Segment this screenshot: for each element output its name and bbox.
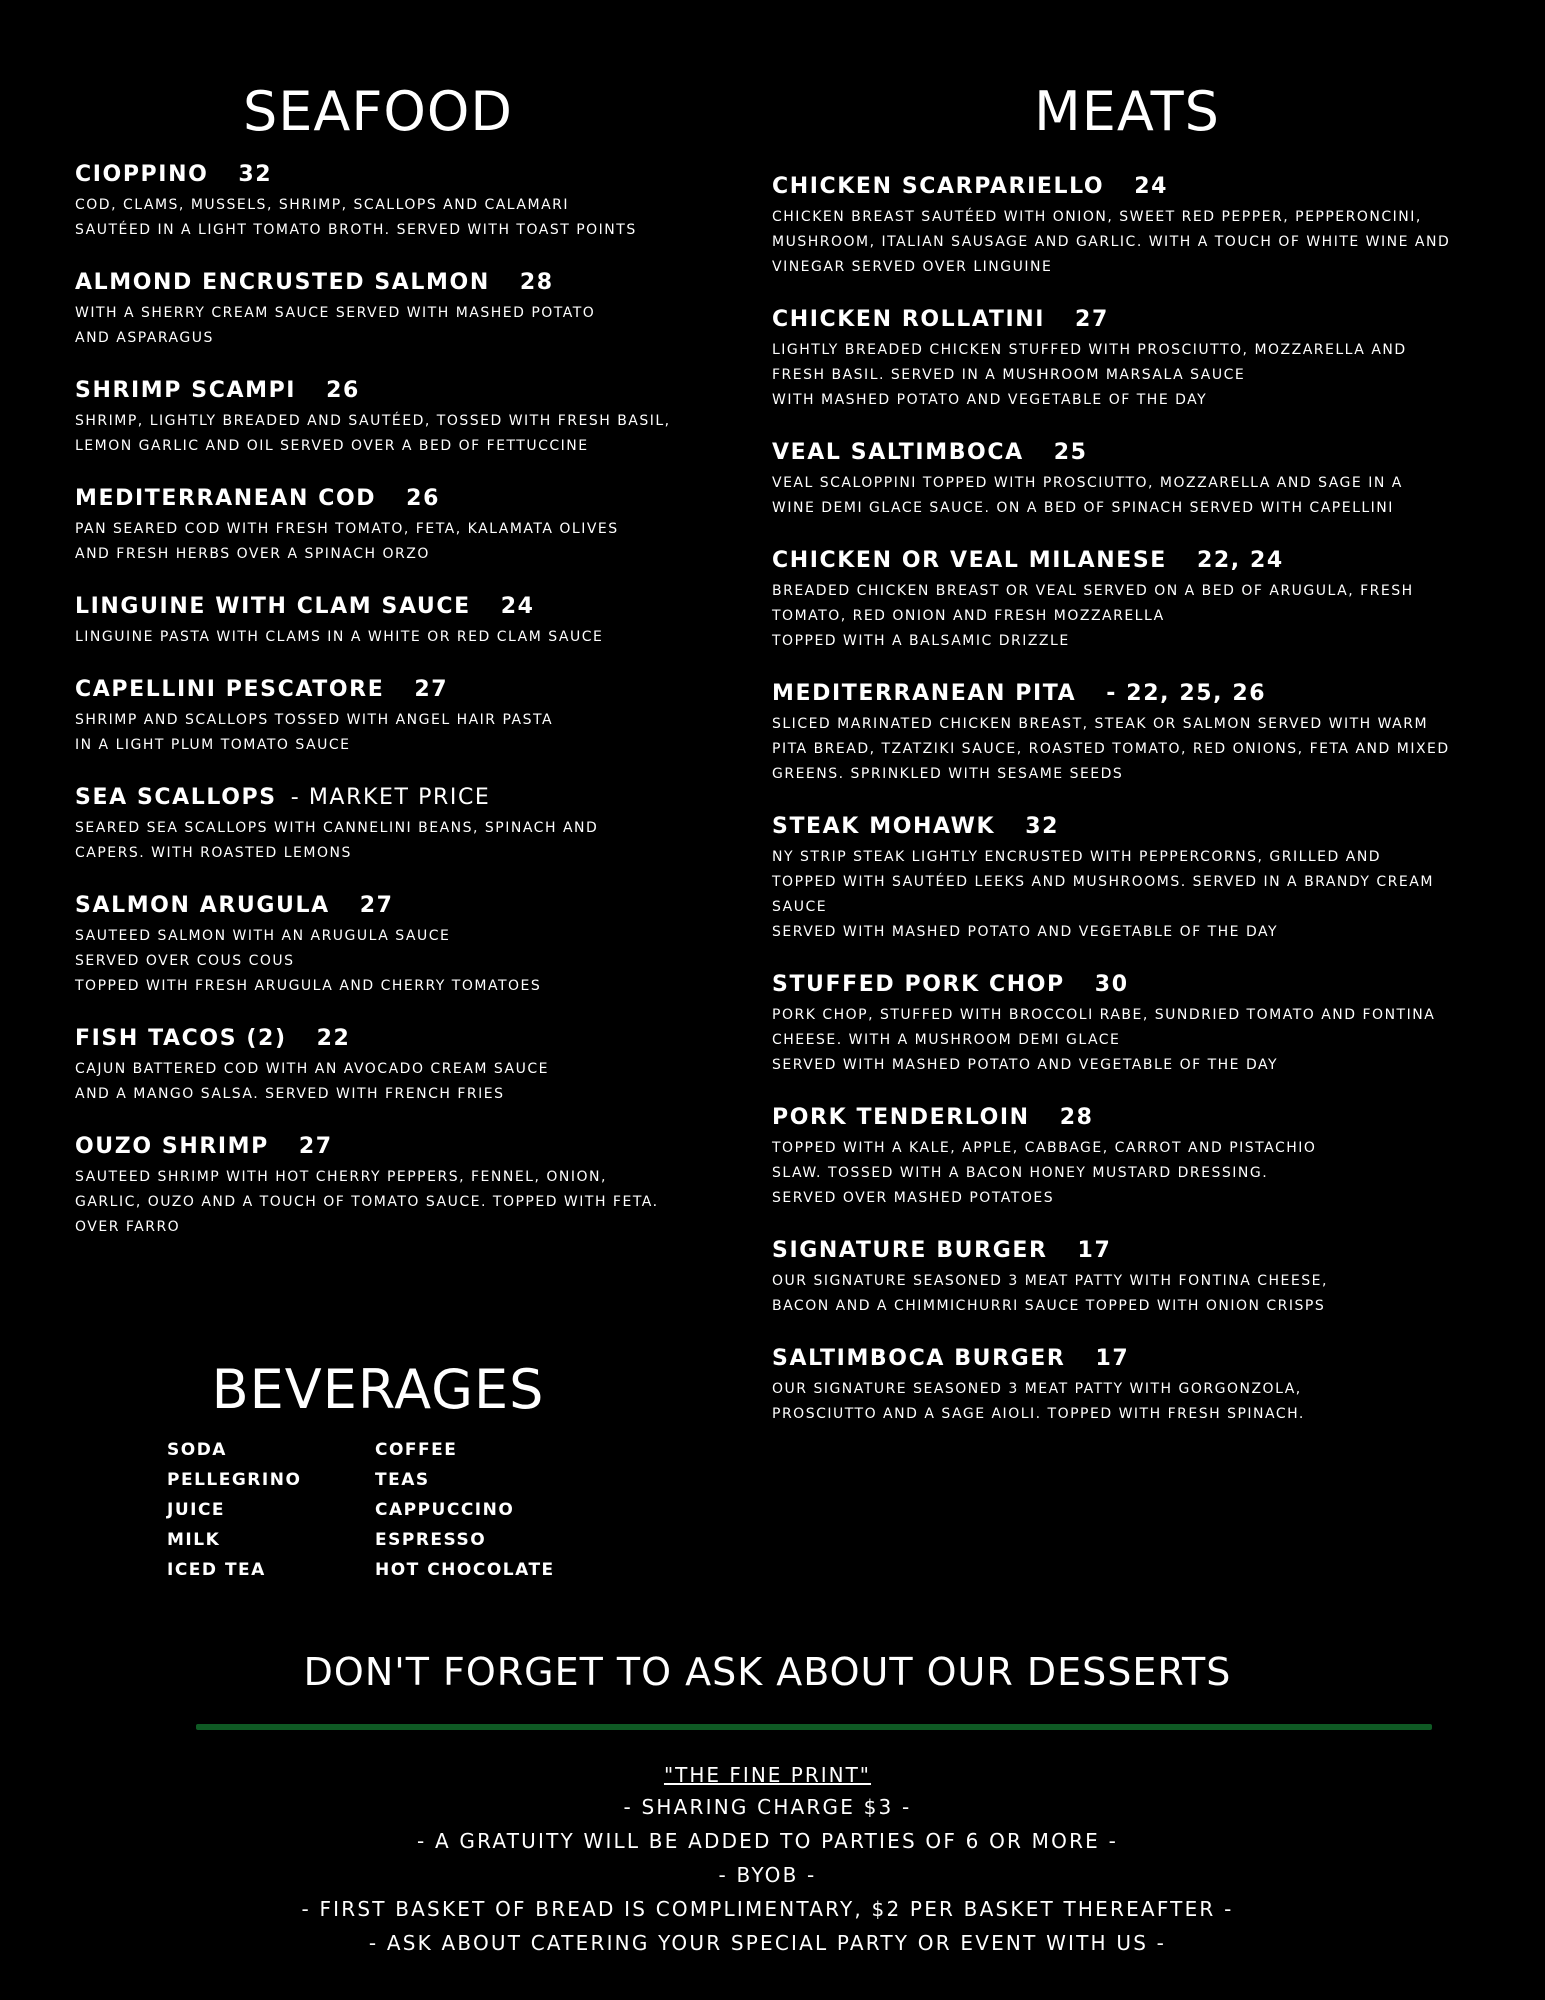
beverage-item: HOT CHOCOLATE <box>375 1560 555 1580</box>
menu-item <box>772 439 1492 521</box>
beverages-list-left <box>167 1435 301 1585</box>
menu-item <box>772 1237 1492 1319</box>
menu-item-name: OUZO SHRIMP <box>75 1134 269 1159</box>
menu-item-name: LINGUINE WITH CLAM SAUCE <box>75 594 471 619</box>
menu-item-description-line: SLAW. TOSSED WITH A BACON HONEY MUSTARD DRESSING. <box>772 1165 1269 1181</box>
beverage-item: PELLEGRINO <box>167 1470 302 1490</box>
menu-item-price: 25 <box>1053 440 1088 465</box>
menu-item-description-line: AND FRESH HERBS OVER A SPINACH ORZO <box>75 546 430 562</box>
menu-item-description-line: VINEGAR SERVED OVER LINGUINE <box>772 259 1053 275</box>
menu-item-description <box>75 924 715 999</box>
menu-item-description-line: MUSHROOM, ITALIAN SAUSAGE AND GARLIC. WITH A TOUCH OF WHITE WINE AND <box>772 234 1451 250</box>
menu-item-name: CHICKEN ROLLATINI <box>772 307 1046 332</box>
menu-item-header <box>772 306 1492 334</box>
menu-item-description <box>772 471 1492 521</box>
beverages-list-right <box>375 1435 555 1585</box>
fine-print-lines <box>0 1790 1535 1960</box>
menu-item-description-line: TOPPED WITH A KALE, APPLE, CABBAGE, CARROT AND PISTACHIO <box>772 1140 1317 1156</box>
menu-item-description-line: SERVED WITH MASHED POTATO AND VEGETABLE OF THE DAY <box>772 924 1279 940</box>
menu-item-description <box>772 845 1492 945</box>
menu-item-header <box>772 1237 1492 1265</box>
menu-item <box>75 1133 715 1240</box>
menu-item-description-line: SHRIMP AND SCALLOPS TOSSED WITH ANGEL HAIR PASTA <box>75 712 554 728</box>
menu-item-description-line: NY STRIP STEAK LIGHTLY ENCRUSTED WITH PEPPERCORNS, GRILLED AND <box>772 849 1382 865</box>
menu-item-description <box>75 1057 715 1107</box>
menu-item <box>772 971 1492 1078</box>
beverage-item: SODA <box>167 1440 227 1460</box>
menu-item <box>75 485 715 567</box>
menu-item-header <box>75 1133 715 1161</box>
menu-item-header <box>75 892 715 920</box>
menu-item-header <box>75 784 715 812</box>
menu-item-name: STUFFED PORK CHOP <box>772 972 1065 997</box>
menu-item-price: 17 <box>1095 1346 1130 1371</box>
menu-item-price: 27 <box>1075 307 1109 332</box>
menu-item-header <box>772 173 1492 201</box>
beverages-section <box>75 1358 681 1595</box>
menu-item-description-line: PORK CHOP, STUFFED WITH BROCCOLI RABE, SUNDRIED TOMATO AND FONTINA <box>772 1007 1436 1023</box>
menu-item-name: MEDITERRANEAN PITA <box>772 681 1077 706</box>
menu-item-price: 28 <box>1059 1105 1094 1130</box>
menu-item-header <box>75 593 715 621</box>
menu-item-description-line: SLICED MARINATED CHICKEN BREAST, STEAK OR SALMON SERVED WITH WARM <box>772 716 1429 732</box>
menu-item-name: PORK TENDERLOIN <box>772 1105 1030 1130</box>
menu-item-description <box>772 338 1492 413</box>
desserts-banner: DON'T FORGET TO ASK ABOUT OUR DESSERTS <box>303 1650 1232 1694</box>
menu-item <box>772 680 1492 787</box>
menu-item-price: 27 <box>359 893 394 918</box>
seafood-title: SEAFOOD <box>243 80 513 143</box>
menu-item-description <box>772 712 1492 787</box>
menu-item-name: SEA SCALLOPS <box>75 785 277 810</box>
menu-item-description <box>75 409 715 459</box>
menu-item-name: STEAK MOHAWK <box>772 814 996 839</box>
menu-item-price: 26 <box>326 378 360 403</box>
menu-item <box>772 1104 1492 1211</box>
menu-item-header <box>772 1345 1492 1373</box>
menu-item-description-line: SERVED OVER COUS COUS <box>75 953 295 969</box>
menu-item <box>772 173 1492 280</box>
menu-item-header <box>75 485 715 513</box>
menu-item-description-line: SAUTEED SHRIMP WITH HOT CHERRY PEPPERS, FENNEL, ONION, <box>75 1169 607 1185</box>
menu-item-description-line: LEMON GARLIC AND OIL SERVED OVER A BED OF FETTUCCINE <box>75 438 589 454</box>
meats-section <box>772 80 1492 1453</box>
menu-item-name: SIGNATURE BURGER <box>772 1238 1048 1263</box>
menu-item-description-line: SAUTEED SALMON WITH AN ARUGULA SAUCE <box>75 928 451 944</box>
menu-item-description-line: SERVED WITH MASHED POTATO AND VEGETABLE OF THE DAY <box>772 1057 1279 1073</box>
menu-item-description-line: SAUTÉED IN A LIGHT TOMATO BROTH. SERVED WITH TOAST POINTS <box>75 222 637 238</box>
menu-item-name: FISH TACOS (2) <box>75 1026 287 1051</box>
fine-print-line: - ASK ABOUT CATERING YOUR SPECIAL PARTY OR EVENT WITH US - <box>368 1931 1167 1955</box>
beverage-item: TEAS <box>375 1470 430 1490</box>
menu-item-description <box>772 1377 1492 1427</box>
menu-item-description-line: GREENS. SPRINKLED WITH SESAME SEEDS <box>772 766 1124 782</box>
menu-item-description <box>75 517 715 567</box>
menu-item-description-line: SEARED SEA SCALLOPS WITH CANNELINI BEANS, SPINACH AND <box>75 820 599 836</box>
menu-item-description <box>75 816 715 866</box>
beverage-item: ESPRESSO <box>375 1530 487 1550</box>
menu-item-description-line: IN A LIGHT PLUM TOMATO SAUCE <box>75 737 351 753</box>
menu-item-header <box>75 161 715 189</box>
menu-item <box>75 1025 715 1107</box>
menu-item <box>772 547 1492 654</box>
menu-item-description-line: WITH A SHERRY CREAM SAUCE SERVED WITH MASHED POTATO <box>75 305 596 321</box>
menu-item-description-line: COD, CLAMS, MUSSELS, SHRIMP, SCALLOPS AND CALAMARI <box>75 197 570 213</box>
fine-print-line: - BYOB - <box>718 1863 817 1887</box>
menu-item-description-line: LINGUINE PASTA WITH CLAMS IN A WHITE OR RED CLAM SAUCE <box>75 629 604 645</box>
menu-item-description-line: OUR SIGNATURE SEASONED 3 MEAT PATTY WITH GORGONZOLA, <box>772 1381 1302 1397</box>
menu-item <box>75 161 715 243</box>
menu-item-header <box>75 1025 715 1053</box>
menu-item-description-line: BREADED CHICKEN BREAST OR VEAL SERVED ON A BED OF ARUGULA, FRESH <box>772 583 1414 599</box>
menu-item-description-line: TOMATO, RED ONION AND FRESH MOZZARELLA <box>772 608 1165 624</box>
menu-item-description-line: CAPERS. WITH ROASTED LEMONS <box>75 845 352 861</box>
menu-item <box>772 813 1492 945</box>
menu-item-price: 32 <box>238 162 273 187</box>
menu-item-price: 30 <box>1094 972 1129 997</box>
menu-item-description-line: SERVED OVER MASHED POTATOES <box>772 1190 1055 1206</box>
menu-item-description <box>772 205 1492 280</box>
menu-item-description-line: LIGHTLY BREADED CHICKEN STUFFED WITH PROSCIUTTO, MOZZARELLA AND <box>772 342 1407 358</box>
menu-item-header <box>772 971 1492 999</box>
menu-item-name: CHICKEN OR VEAL MILANESE <box>772 548 1167 573</box>
menu-item-description-line: TOPPED WITH FRESH ARUGULA AND CHERRY TOMATOES <box>75 978 542 994</box>
menu-item-name: ALMOND ENCRUSTED SALMON <box>75 270 490 295</box>
seafood-section <box>75 80 715 1266</box>
menu-item <box>772 306 1492 413</box>
menu-item <box>75 676 715 758</box>
menu-item-description-line: CHICKEN BREAST SAUTÉED WITH ONION, SWEET RED PEPPER, PEPPERONCINI, <box>772 209 1422 225</box>
menu-item-price: 32 <box>1025 814 1060 839</box>
menu-item-price: 22, 24 <box>1196 548 1284 573</box>
menu-item-header <box>772 547 1492 575</box>
menu-item-price: 22 <box>316 1026 351 1051</box>
menu-item-description <box>772 1269 1492 1319</box>
menu-item-name: CIOPPINO <box>75 162 209 187</box>
menu-item-price: 27 <box>414 677 449 702</box>
menu-item-description <box>772 1003 1492 1078</box>
fine-print-title: "THE FINE PRINT" <box>663 1763 872 1787</box>
menu-item <box>75 784 715 866</box>
beverage-item: ICED TEA <box>167 1560 266 1580</box>
fine-print-section <box>0 1760 1535 1960</box>
menu-item-description <box>75 708 715 758</box>
menu-item-header <box>772 813 1492 841</box>
menu-item-description-line: AND A MANGO SALSA. SERVED WITH FRENCH FRIES <box>75 1086 505 1102</box>
menu-item-description-line: WITH MASHED POTATO AND VEGETABLE OF THE DAY <box>772 392 1208 408</box>
beverage-item: COFFEE <box>375 1440 458 1460</box>
menu-item-header <box>75 377 715 405</box>
menu-item-description-line: WINE DEMI GLACE SAUCE. ON A BED OF SPINACH SERVED WITH CAPELLINI <box>772 500 1394 516</box>
menu-item-price: 17 <box>1077 1238 1112 1263</box>
menu-item-header <box>772 1104 1492 1132</box>
menu-item-header <box>75 269 715 297</box>
menu-item-price: 26 <box>406 486 440 511</box>
menu-item-description-line: SHRIMP, LIGHTLY BREADED AND SAUTÉED, TOSSED WITH FRESH BASIL, <box>75 413 671 429</box>
menu-item-description-line: GARLIC, OUZO AND A TOUCH OF TOMATO SAUCE. TOPPED WITH FETA. <box>75 1194 659 1210</box>
menu-item-description-line: TOPPED WITH SAUTÉED LEEKS AND MUSHROOMS. SERVED IN A BRANDY CREAM <box>772 874 1434 890</box>
menu-item-price: 27 <box>298 1134 333 1159</box>
menu-item-description-line: PROSCIUTTO AND A SAGE AIOLI. TOPPED WITH FRESH SPINACH. <box>772 1406 1305 1422</box>
fine-print-line: - FIRST BASKET OF BREAD IS COMPLIMENTARY, $2 PER BASKET THEREAFTER - <box>301 1897 1234 1921</box>
beverages-title: BEVERAGES <box>211 1358 545 1421</box>
menu-item-price: 24 <box>500 594 535 619</box>
menu-item-description-line: VEAL SCALOPPINI TOPPED WITH PROSCIUTTO, MOZZARELLA AND SAGE IN A <box>772 475 1403 491</box>
menu-item-name: SALTIMBOCA BURGER <box>772 1346 1066 1371</box>
menu-item-price: 24 <box>1134 174 1169 199</box>
menu-item-name: VEAL SALTIMBOCA <box>772 440 1024 465</box>
green-divider <box>196 1724 1432 1730</box>
beverage-item: MILK <box>167 1530 221 1550</box>
menu-item-description-line: OVER FARRO <box>75 1219 181 1235</box>
menu-item-description <box>75 193 715 243</box>
menu-item-header <box>75 676 715 704</box>
menu-item-description <box>772 1136 1492 1211</box>
menu-item-name: CHICKEN SCARPARIELLO <box>772 174 1105 199</box>
menu-item-price: 28 <box>519 270 554 295</box>
menu-item-description-line: BACON AND A CHIMMICHURRI SAUCE TOPPED WITH ONION CRISPS <box>772 1298 1326 1314</box>
menu-item <box>772 1345 1492 1427</box>
menu-item-name: CAPELLINI PESCATORE <box>75 677 385 702</box>
menu-item-price: - MARKET PRICE <box>290 785 491 810</box>
menu-item-header <box>772 439 1492 467</box>
menu-item-name: SALMON ARUGULA <box>75 893 330 918</box>
menu-item-description-line: OUR SIGNATURE SEASONED 3 MEAT PATTY WITH FONTINA CHEESE, <box>772 1273 1328 1289</box>
menu-item-description-line: FRESH BASIL. SERVED IN A MUSHROOM MARSALA SAUCE <box>772 367 1246 383</box>
menu-item-description-line: CAJUN BATTERED COD WITH AN AVOCADO CREAM SAUCE <box>75 1061 549 1077</box>
menu-item-description-line: PITA BREAD, TZATZIKI SAUCE, ROASTED TOMATO, RED ONIONS, FETA AND MIXED <box>772 741 1450 757</box>
beverage-item: CAPPUCCINO <box>375 1500 515 1520</box>
menu-item-price: - 22, 25, 26 <box>1106 681 1267 706</box>
seafood-items <box>75 161 715 1240</box>
menu-item <box>75 377 715 459</box>
menu-item-description-line: SAUCE <box>772 899 828 915</box>
meats-title: MEATS <box>1034 80 1220 143</box>
menu-item <box>75 269 715 351</box>
fine-print-line: - A GRATUITY WILL BE ADDED TO PARTIES OF 6 OR MORE - <box>417 1829 1118 1853</box>
menu-item-name: SHRIMP SCAMPI <box>75 378 297 403</box>
fine-print-line: - SHARING CHARGE $3 - <box>623 1795 912 1819</box>
menu-item <box>75 593 715 650</box>
menu-item <box>75 892 715 999</box>
menu-item-description-line: PAN SEARED COD WITH FRESH TOMATO, FETA, KALAMATA OLIVES <box>75 521 619 537</box>
menu-item-description-line: AND ASPARAGUS <box>75 330 214 346</box>
meats-items <box>772 173 1492 1427</box>
beverage-item: JUICE <box>167 1500 226 1520</box>
menu-item-header <box>772 680 1492 708</box>
menu-item-description <box>75 625 715 650</box>
menu-item-description <box>75 301 715 351</box>
menu-item-name: MEDITERRANEAN COD <box>75 486 377 511</box>
menu-item-description <box>772 579 1492 654</box>
menu-item-description-line: TOPPED WITH A BALSAMIC DRIZZLE <box>772 633 1070 649</box>
menu-item-description-line: CHEESE. WITH A MUSHROOM DEMI GLACE <box>772 1032 1121 1048</box>
menu-item-description <box>75 1165 715 1240</box>
